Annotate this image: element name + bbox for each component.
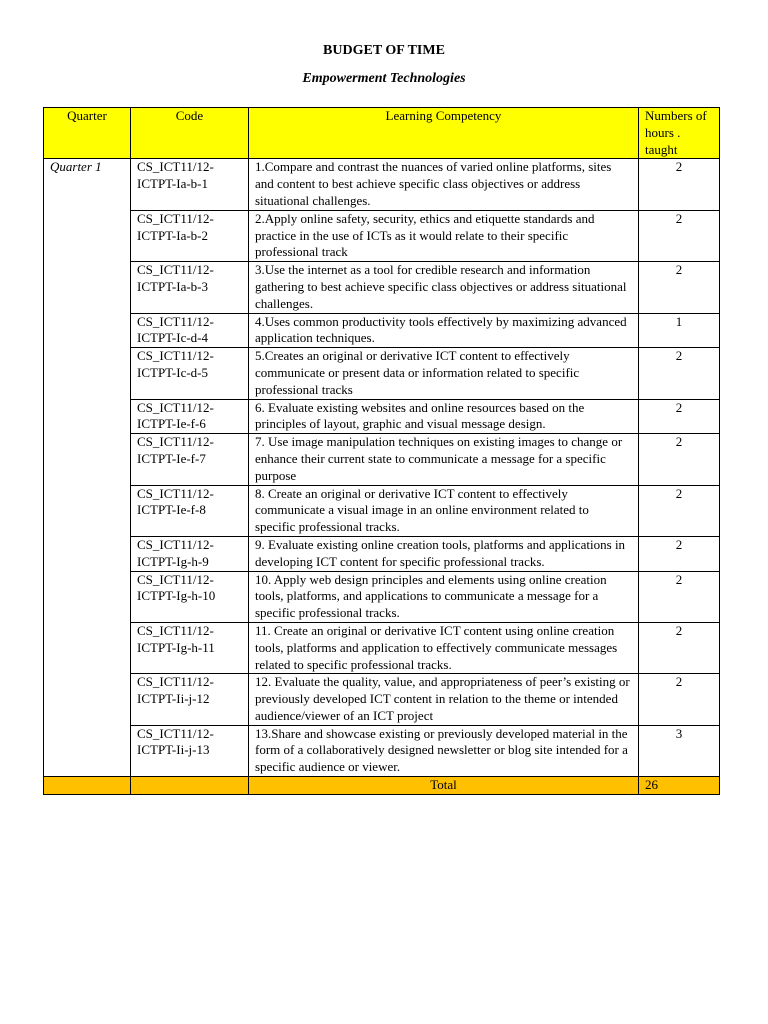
header-quarter: Quarter	[44, 108, 131, 159]
code-cell: CS_ICT11/12-ICTPT-Ig-h-9	[131, 536, 249, 571]
code-cell: CS_ICT11/12-ICTPT-Ig-h-10	[131, 571, 249, 622]
hours-cell: 2	[639, 210, 720, 261]
hours-cell: 2	[639, 571, 720, 622]
table-row	[44, 210, 720, 261]
header-learning-competency: Learning Competency	[249, 108, 639, 159]
competency-cell: 1.Compare and contrast the nuances of varied online platforms, sites and content to best achieve specific class objectives or address situational challenges.	[249, 159, 639, 210]
table-row	[44, 399, 720, 434]
competency-cell: 7. Use image manipulation techniques on existing images to change or enhance their current state to communicate a message for a specific purpose	[249, 434, 639, 485]
code-cell: CS_ICT11/12-ICTPT-Ia-b-2	[131, 210, 249, 261]
header-row	[44, 108, 720, 159]
table-row	[44, 313, 720, 348]
hours-cell: 2	[639, 262, 720, 313]
hours-cell: 2	[639, 159, 720, 210]
code-cell: CS_ICT11/12-ICTPT-Ia-b-1	[131, 159, 249, 210]
table-body	[44, 159, 720, 794]
competency-cell: 9. Evaluate existing online creation tools, platforms and applications in developing ICT content for specific professional tracks.	[249, 536, 639, 571]
table-row	[44, 622, 720, 673]
competency-cell: 6. Evaluate existing websites and online resources based on the principles of layout, graphic and visual message design.	[249, 399, 639, 434]
table-row	[44, 434, 720, 485]
competency-cell: 12. Evaluate the quality, value, and appropriateness of peer’s existing or previously developed ICT content in relation to the theme or intended audience/viewer of an ICT project	[249, 674, 639, 725]
header-hours-taught: Numbers of hours . taught	[639, 108, 720, 159]
competency-cell: 11. Create an original or derivative ICT content using online creation tools, platforms and application to effectively communicate messages related to specific professional tracks.	[249, 622, 639, 673]
hours-cell: 2	[639, 399, 720, 434]
competency-cell: 3.Use the internet as a tool for credible research and information gathering to best achieve specific class objectives or address situational challenges.	[249, 262, 639, 313]
code-cell: CS_ICT11/12-ICTPT-Ii-j-12	[131, 674, 249, 725]
competency-cell: 5.Creates an original or derivative ICT content to effectively communicate or present data or information related to specific professional tracks	[249, 348, 639, 399]
budget-table	[43, 107, 720, 795]
hours-cell: 2	[639, 622, 720, 673]
header-code: Code	[131, 108, 249, 159]
total-value: 26	[639, 777, 720, 795]
document-title: BUDGET OF TIME	[323, 43, 445, 58]
quarter-cell: Quarter 1	[44, 159, 131, 777]
code-cell: CS_ICT11/12-ICTPT-Ii-j-13	[131, 725, 249, 776]
code-cell: CS_ICT11/12-ICTPT-Ic-d-4	[131, 313, 249, 348]
total-row	[44, 777, 720, 795]
code-cell: CS_ICT11/12-ICTPT-Ia-b-3	[131, 262, 249, 313]
hours-cell: 2	[639, 485, 720, 536]
table-row	[44, 159, 720, 210]
table-row	[44, 571, 720, 622]
table-row	[44, 725, 720, 776]
table-row	[44, 485, 720, 536]
total-label: Total	[249, 777, 639, 795]
hours-cell: 2	[639, 348, 720, 399]
table-row	[44, 536, 720, 571]
competency-cell: 13.Share and showcase existing or previously developed material in the form of a collaboratively designed newsletter or blog site intended for a specific audience or viewer.	[249, 725, 639, 776]
table-row	[44, 348, 720, 399]
code-cell: CS_ICT11/12-ICTPT-Ig-h-11	[131, 622, 249, 673]
competency-cell: 2.Apply online safety, security, ethics and etiquette standards and practice in the use of ICTs as it would relate to their specific professional track	[249, 210, 639, 261]
document-subtitle: Empowerment Technologies	[302, 71, 466, 86]
table-row	[44, 674, 720, 725]
code-cell: CS_ICT11/12-ICTPT-Ic-d-5	[131, 348, 249, 399]
competency-cell: 4.Uses common productivity tools effectively by maximizing advanced application techniques.	[249, 313, 639, 348]
table-row	[44, 262, 720, 313]
code-cell: CS_ICT11/12-ICTPT-Ie-f-6	[131, 399, 249, 434]
hours-cell: 2	[639, 674, 720, 725]
hours-cell: 2	[639, 434, 720, 485]
hours-cell: 1	[639, 313, 720, 348]
competency-cell: 8. Create an original or derivative ICT content to effectively communicate a visual image in an online environment related to specific professional tracks.	[249, 485, 639, 536]
total-empty-cell	[131, 777, 249, 795]
competency-cell: 10. Apply web design principles and elements using online creation tools, platforms, and applications to communicate a message for a specific professional tracks.	[249, 571, 639, 622]
hours-cell: 3	[639, 725, 720, 776]
total-empty-cell	[44, 777, 131, 795]
code-cell: CS_ICT11/12-ICTPT-Ie-f-7	[131, 434, 249, 485]
code-cell: CS_ICT11/12-ICTPT-Ie-f-8	[131, 485, 249, 536]
hours-cell: 2	[639, 536, 720, 571]
